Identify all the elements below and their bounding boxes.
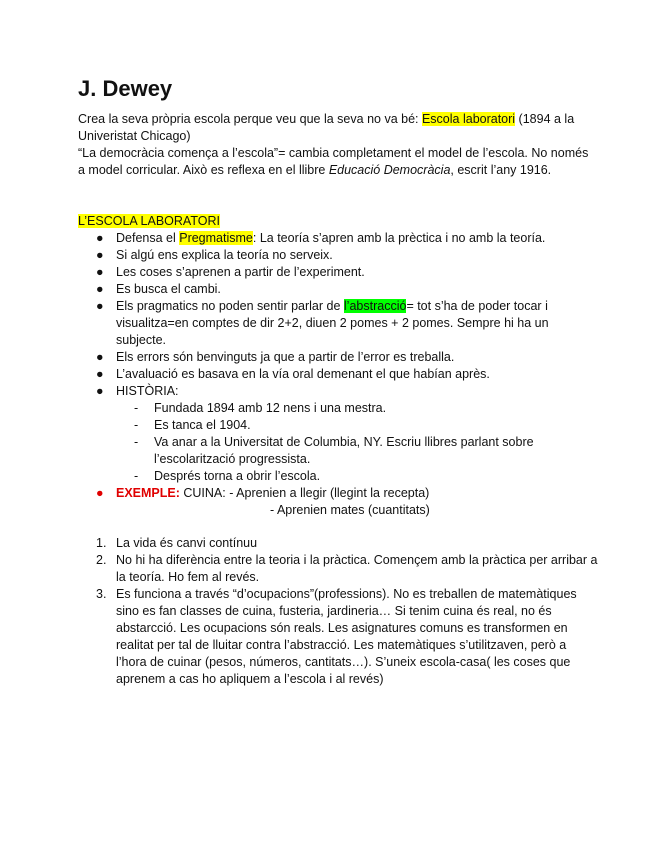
abstraccio-highlight: l’abstracció — [343, 299, 407, 313]
bullet-icon: ● — [96, 367, 104, 381]
history-text: Es tanca el 1904. — [154, 418, 251, 432]
intro-p2-after: , escrit l’any 1916. — [450, 163, 552, 177]
numbered-item — [78, 552, 598, 586]
numbered-list — [78, 535, 598, 688]
list-item — [78, 281, 598, 298]
bullet-icon: ● — [96, 231, 104, 245]
intro-p1-after: (1894 a la Univeristat Chicago) — [78, 112, 575, 143]
list-item — [78, 264, 598, 281]
list-item — [78, 298, 598, 349]
bullet-icon: ● — [96, 265, 104, 279]
pregmatisme-highlight: Pregmatisme — [179, 231, 253, 245]
item-number: 1. — [96, 536, 107, 550]
numbered-text: La vida és canvi contínuu — [116, 536, 258, 550]
dash-icon: - — [134, 418, 139, 432]
page-title: J. Dewey — [78, 76, 173, 101]
example-line-2: - Aprenien mates (cuantitats) — [270, 503, 430, 517]
section-heading — [78, 213, 598, 230]
bullet-list — [78, 230, 598, 519]
dash-icon: - — [134, 435, 139, 449]
list-item — [78, 247, 598, 264]
list-item-text: Defensa el — [116, 231, 180, 245]
bullet-icon: ● — [96, 282, 104, 296]
list-item-text: Els pragmatics no poden sentir parlar de — [116, 299, 344, 313]
numbered-text: Es funciona a través “d’ocupacions”(professions). No es treballen de matemàtiques sino es fan classes de cuina, fusteria, jardineria… Si tenim cuina és real, no és abstarcció. Les ocupacions són reals. Les asignatures comuns es transformen en realitat per tal de lluitar contra l’abstracció. Les matemàtiques s’utilitzaven, però a l’hora de cuinar (pesos, números, cantitats…). S’uneix escola-casa( les coses que aprenem a cas ho apliquem a l’escola i al revés) — [116, 587, 577, 686]
numbered-text: No hi ha diferència entre la teoria i la pràctica. Començem amb la pràctica per arribar a la teoría. Ho fem al revés. — [116, 553, 598, 584]
intro-p1-highlight: Escola laboratori — [421, 112, 516, 126]
list-item — [78, 230, 598, 247]
list-item-text: Si algú ens explica la teoría no serveix. — [116, 248, 333, 262]
list-item-text: L’avaluació es basava en la vía oral demenant el que habían après. — [116, 367, 490, 381]
history-item — [78, 400, 598, 417]
list-item — [78, 383, 598, 400]
example-label: EXEMPLE: — [116, 486, 180, 500]
list-item — [78, 366, 598, 383]
bullet-icon: ● — [96, 384, 104, 398]
dash-icon: - — [134, 401, 139, 415]
history-item — [78, 468, 598, 485]
list-item-text: = tot s’ha de poder tocar i visualitza=en comptes de dir 2+2, diuen 2 pomes + 2 pomes. Sempre hi ha un subjecte. — [116, 299, 549, 347]
bullet-icon: ● — [96, 299, 104, 313]
list-item-text: HISTÒRIA: — [116, 384, 179, 398]
history-item — [78, 434, 598, 468]
history-text: Fundada 1894 amb 12 nens i una mestra. — [154, 401, 387, 415]
intro-paragraph-1 — [78, 111, 598, 145]
intro-paragraph-2 — [78, 145, 598, 179]
item-number: 3. — [96, 587, 107, 601]
dash-icon: - — [134, 469, 139, 483]
intro-p1-text: Crea la seva pròpria escola perque veu que la seva no va bé: — [78, 112, 422, 126]
example-item — [78, 485, 598, 519]
intro-p2-text: “La democràcia comença a l’escola”= cambia completament el model de l’escola. No només a model corricular. Això es reflexa en el llibre — [78, 146, 589, 177]
list-item-text: : La teoría s’apren amb la prèctica i no amb la teoría. — [252, 231, 546, 245]
numbered-item — [78, 535, 598, 552]
bullet-icon: ● — [96, 486, 104, 500]
history-text: Va anar a la Universitat de Columbia, NY. Escriu llibres parlant sobre l’escolarització progressista. — [154, 435, 534, 466]
example-line-1: CUINA: - Aprenien a llegir (llegint la recepta) — [179, 486, 430, 500]
bullet-icon: ● — [96, 350, 104, 364]
item-number: 2. — [96, 553, 107, 567]
section-heading-text: L’ESCOLA LABORATORI — [78, 214, 220, 228]
list-item-text: Les coses s’aprenen a partir de l’experiment. — [116, 265, 365, 279]
history-item — [78, 417, 598, 434]
numbered-item — [78, 586, 598, 688]
list-item — [78, 349, 598, 366]
book-title: Educació Democràcia — [328, 163, 451, 177]
bullet-icon: ● — [96, 248, 104, 262]
history-text: Després torna a obrir l’escola. — [154, 469, 321, 483]
list-item-text: Els errors són benvinguts ja que a partir de l’error es treballa. — [116, 350, 455, 364]
list-item-text: Es busca el cambi. — [116, 282, 221, 296]
